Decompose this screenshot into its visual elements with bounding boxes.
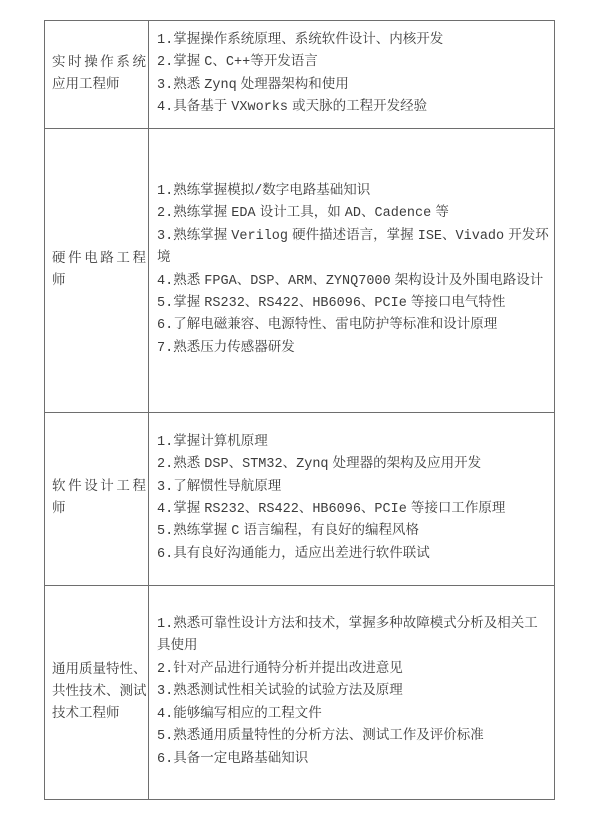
job-row-software-engineer [45, 413, 555, 586]
job-title-cell [45, 129, 149, 413]
job-title-cell [45, 21, 149, 129]
job-requirements-table-container [44, 20, 555, 800]
job-requirements-cell [149, 586, 555, 800]
job-title: 硬件电路工程 师 [52, 251, 146, 289]
job-title: 实时操作系统 应用工程师 [52, 55, 146, 93]
job-requirements-cell [149, 129, 555, 413]
job-row-rtos-engineer [45, 21, 555, 129]
job-title-cell [45, 413, 149, 586]
job-title-cell [45, 586, 149, 800]
job-requirements-list: 1.掌握操作系统原理、系统软件设计、内核开发 2.掌握 C、C++等开发语言 3.熟悉 Zynq 处理器架构和使用 4.具备基于 VXworks 或天脉的工程开发经验 [157, 32, 444, 115]
job-requirements-cell [149, 21, 555, 129]
job-row-hardware-engineer [45, 129, 555, 413]
job-requirements-cell [149, 413, 555, 586]
job-requirements-list: 1.熟悉可靠性设计方法和技术，掌握多种故障模式分析及相关工具使用 2.针对产品进行通特分析并提出改进意见 3.熟悉测试性相关试验的试验方法及原理 4.能够编写相应的工程文件 5.熟悉通用质量特性的分析方法、测试工作及评价标准 6.具备一定电路基础知识 [157, 617, 538, 767]
job-requirements-list: 1.掌握计算机原理 2.熟悉 DSP、STM32、Zynq 处理器的架构及应用开发 3.了解惯性导航原理 4.掌握 RS232、RS422、HB6096、PCIe 等接口工作原理 5.熟练掌握 C 语言编程，有良好的编程风格 6.具有良好沟通能力，适应出差进行软件联试 [157, 434, 506, 562]
job-requirements-table [44, 20, 555, 800]
job-requirements-list: 1.熟练掌握模拟/数字电路基础知识 2.熟练掌握 EDA 设计工具，如 AD、Cadence 等 3.熟练掌握 Verilog 硬件描述语言，掌握 ISE、Vivado 开发环境 4.熟悉 FPGA、DSP、ARM、ZYNQ7000 架构设计及外围电路设计 5.掌握 RS232、RS422、HB6096、PCIe 等接口电气特性 6.了解电磁兼容、电源特性、雷电防护等标准和设计原理 7.熟悉压力传感器研发 [157, 183, 549, 356]
job-title: 通用质量特性、 共性技术、测试 技术工程师 [52, 662, 147, 722]
job-title: 软件设计工程 师 [52, 480, 146, 517]
job-row-quality-test-engineer [45, 586, 555, 800]
